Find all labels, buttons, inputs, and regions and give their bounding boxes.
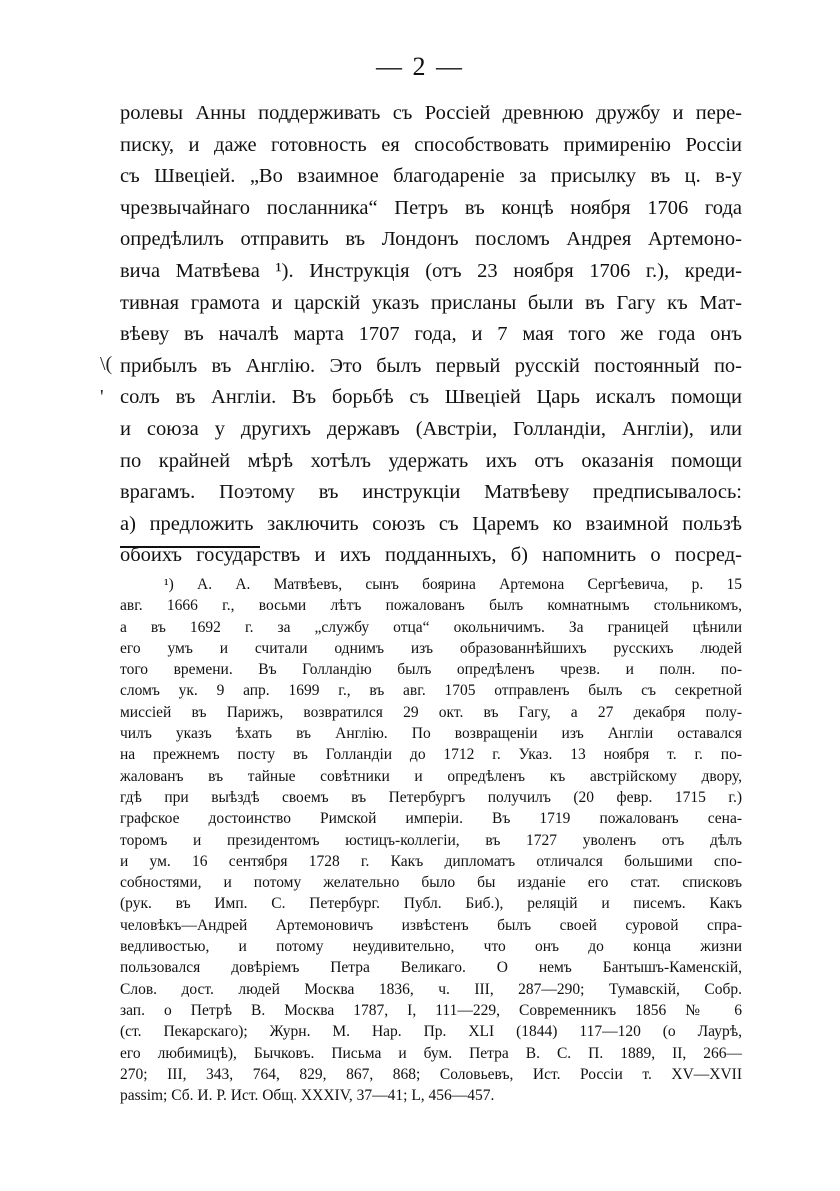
footnote-line: человѣкъ—Андрей Артемоновичъ извѣстенъ былъ своей суровой спра- bbox=[120, 916, 742, 934]
footnote-line: чилъ указъ ѣхать въ Англiю. По возвращенiи изъ Англiи оставался bbox=[120, 725, 742, 743]
footnote-line-first bbox=[120, 574, 742, 595]
footnote-line: собностями, и потому желательно было бы изданiе его стат. списковъ bbox=[120, 874, 742, 892]
footnote-line: графское достоинство Римской имперiи. Въ 1719 пожалованъ сена- bbox=[120, 810, 742, 828]
text-line: опредѣлилъ отправить въ Лондонъ посломъ Андрея Артемоно- bbox=[120, 228, 742, 251]
footnote-line: торомъ и президентомъ юстицъ-коллегiи, въ 1727 уволенъ отъ дѣлъ bbox=[120, 831, 742, 849]
text-line: солъ въ Англiи. Въ борьбѣ съ Швецiей Царь искалъ помощи bbox=[120, 386, 742, 409]
footnote-line: зап. о Петрѣ В. Москва 1787, I, 111—229, Современникъ 1856 № 6 bbox=[120, 1001, 742, 1019]
footnote-line: а въ 1692 г. за „службу отца“ окольничимъ. За границей цѣнили bbox=[120, 618, 742, 636]
footnote-line: гдѣ при выѣздѣ своемъ въ Петербургъ получилъ (20 февр. 1715 г.) bbox=[120, 788, 742, 806]
text-line: тивная грамота и царскiй указъ присланы были въ Гагу къ Мат- bbox=[120, 291, 742, 314]
footnote-line: ведливостью, и потому неудивительно, что онъ до конца жизни bbox=[120, 938, 742, 956]
footnote-line: (ст. Пекарскаго); Журн. М. Нар. Пр. XLI (1844) 117—120 (о Лаурѣ, bbox=[120, 1023, 742, 1041]
text-line: вича Матвѣева ¹). Инструкцiя (отъ 23 ноября 1706 г.), креди- bbox=[120, 259, 742, 282]
footnote-line: на прежнемъ посту въ Голландiи до 1712 г. Указ. 13 ноября т. г. по- bbox=[120, 746, 742, 764]
footnote-line: Слов. дост. людей Москва 1836, ч. III, 287—290; Тумавскiй, Собр. bbox=[120, 980, 742, 998]
footnote-line: авг. 1666 г., восьми лѣтъ пожалованъ былъ комнатнымъ стольникомъ, bbox=[120, 597, 742, 615]
text-line: чрезвычайнаго посланника“ Петръ въ концѣ ноября 1706 года bbox=[120, 196, 742, 219]
text-line: писку, и даже готовность ея способствовать примиренiю Россiи bbox=[120, 133, 742, 156]
text-line: ролевы Анны поддерживать съ Россiей древнюю дружбу и пере- bbox=[120, 102, 742, 124]
footnote-line: его умъ и считали однимъ изъ образованнѣйшихъ русскихъ людей bbox=[120, 639, 742, 657]
footnote-line: 270; III, 343, 764, 829, 867, 868; Соловьевъ, Ист. Россiи т. XV—XVII bbox=[120, 1065, 742, 1083]
footnote-line-text: А. А. Матвѣевъ, сынъ боярина Артемона Сергѣевича, р. 15 bbox=[197, 576, 742, 593]
margin-pencil-mark: \( bbox=[100, 353, 113, 375]
text-line: и союза у другихъ державъ (Австрiи, Голландiи, Англiи), или bbox=[120, 417, 742, 440]
footnote-marker: ¹) bbox=[164, 576, 174, 593]
footnote-line: миссiей въ Парижъ, возвратился 29 окт. въ Гагу, а 27 декабря полу- bbox=[120, 703, 742, 721]
footnote-line: passim; Сб. И. Р. Ист. Общ. XXXIV, 37—41; L, 456—457. bbox=[120, 1087, 495, 1105]
text-line: обоихъ государствъ и ихъ подданныхъ, б) напомнить о посред- bbox=[120, 544, 742, 567]
footnote-line: его любимицѣ), Бычковъ. Письма и бум. Петра В. С. П. 1889, II, 266— bbox=[120, 1044, 742, 1062]
text-line: прибылъ въ Англiю. Это былъ первый русскiй постоянный по- bbox=[120, 354, 742, 377]
text-line: по крайней мѣрѣ хотѣлъ удержать ихъ отъ оказанiя помощи bbox=[120, 449, 742, 472]
footnote-line: жалованъ въ тайные совѣтники и опредѣленъ къ австрiйскому двору, bbox=[120, 767, 742, 785]
text-line: врагамъ. Поэтому въ инструкцiи Матвѣеву предписывалось: bbox=[120, 481, 742, 504]
margin-pencil-mark: ' bbox=[100, 386, 104, 408]
footnote-line: того времени. Въ Голландiю былъ опредѣленъ чрезв. и полн. по- bbox=[120, 661, 742, 679]
footnote-line: пользовался довѣрiемъ Петра Великаго. О немъ Бантышъ-Каменскiй, bbox=[120, 959, 742, 977]
footnote-line: сломъ ук. 9 апр. 1699 г., въ авг. 1705 отправленъ былъ съ секретной bbox=[120, 682, 742, 700]
footnote-line: (рук. въ Имп. С. Петербург. Публ. Биб.), реляцiй и писемъ. Какъ bbox=[120, 895, 742, 913]
footnote-line: и ум. 16 сентября 1728 г. Какъ дипломатъ отличался большими спо- bbox=[120, 852, 742, 870]
footnote bbox=[120, 574, 742, 1106]
text-line: а) предложить заключить союзъ съ Царемъ ко взаимной пользѣ bbox=[120, 512, 742, 535]
page-number: — 2 — bbox=[376, 52, 464, 81]
text-line: вѣеву въ началѣ марта 1707 года, и 7 мая того же года онъ bbox=[120, 323, 742, 346]
footnote-separator-rule bbox=[120, 546, 260, 548]
text-line: съ Швецiей. „Во взаимное благодаренiе за присылку въ ц. в-у bbox=[120, 165, 742, 188]
main-text-body bbox=[120, 98, 742, 572]
